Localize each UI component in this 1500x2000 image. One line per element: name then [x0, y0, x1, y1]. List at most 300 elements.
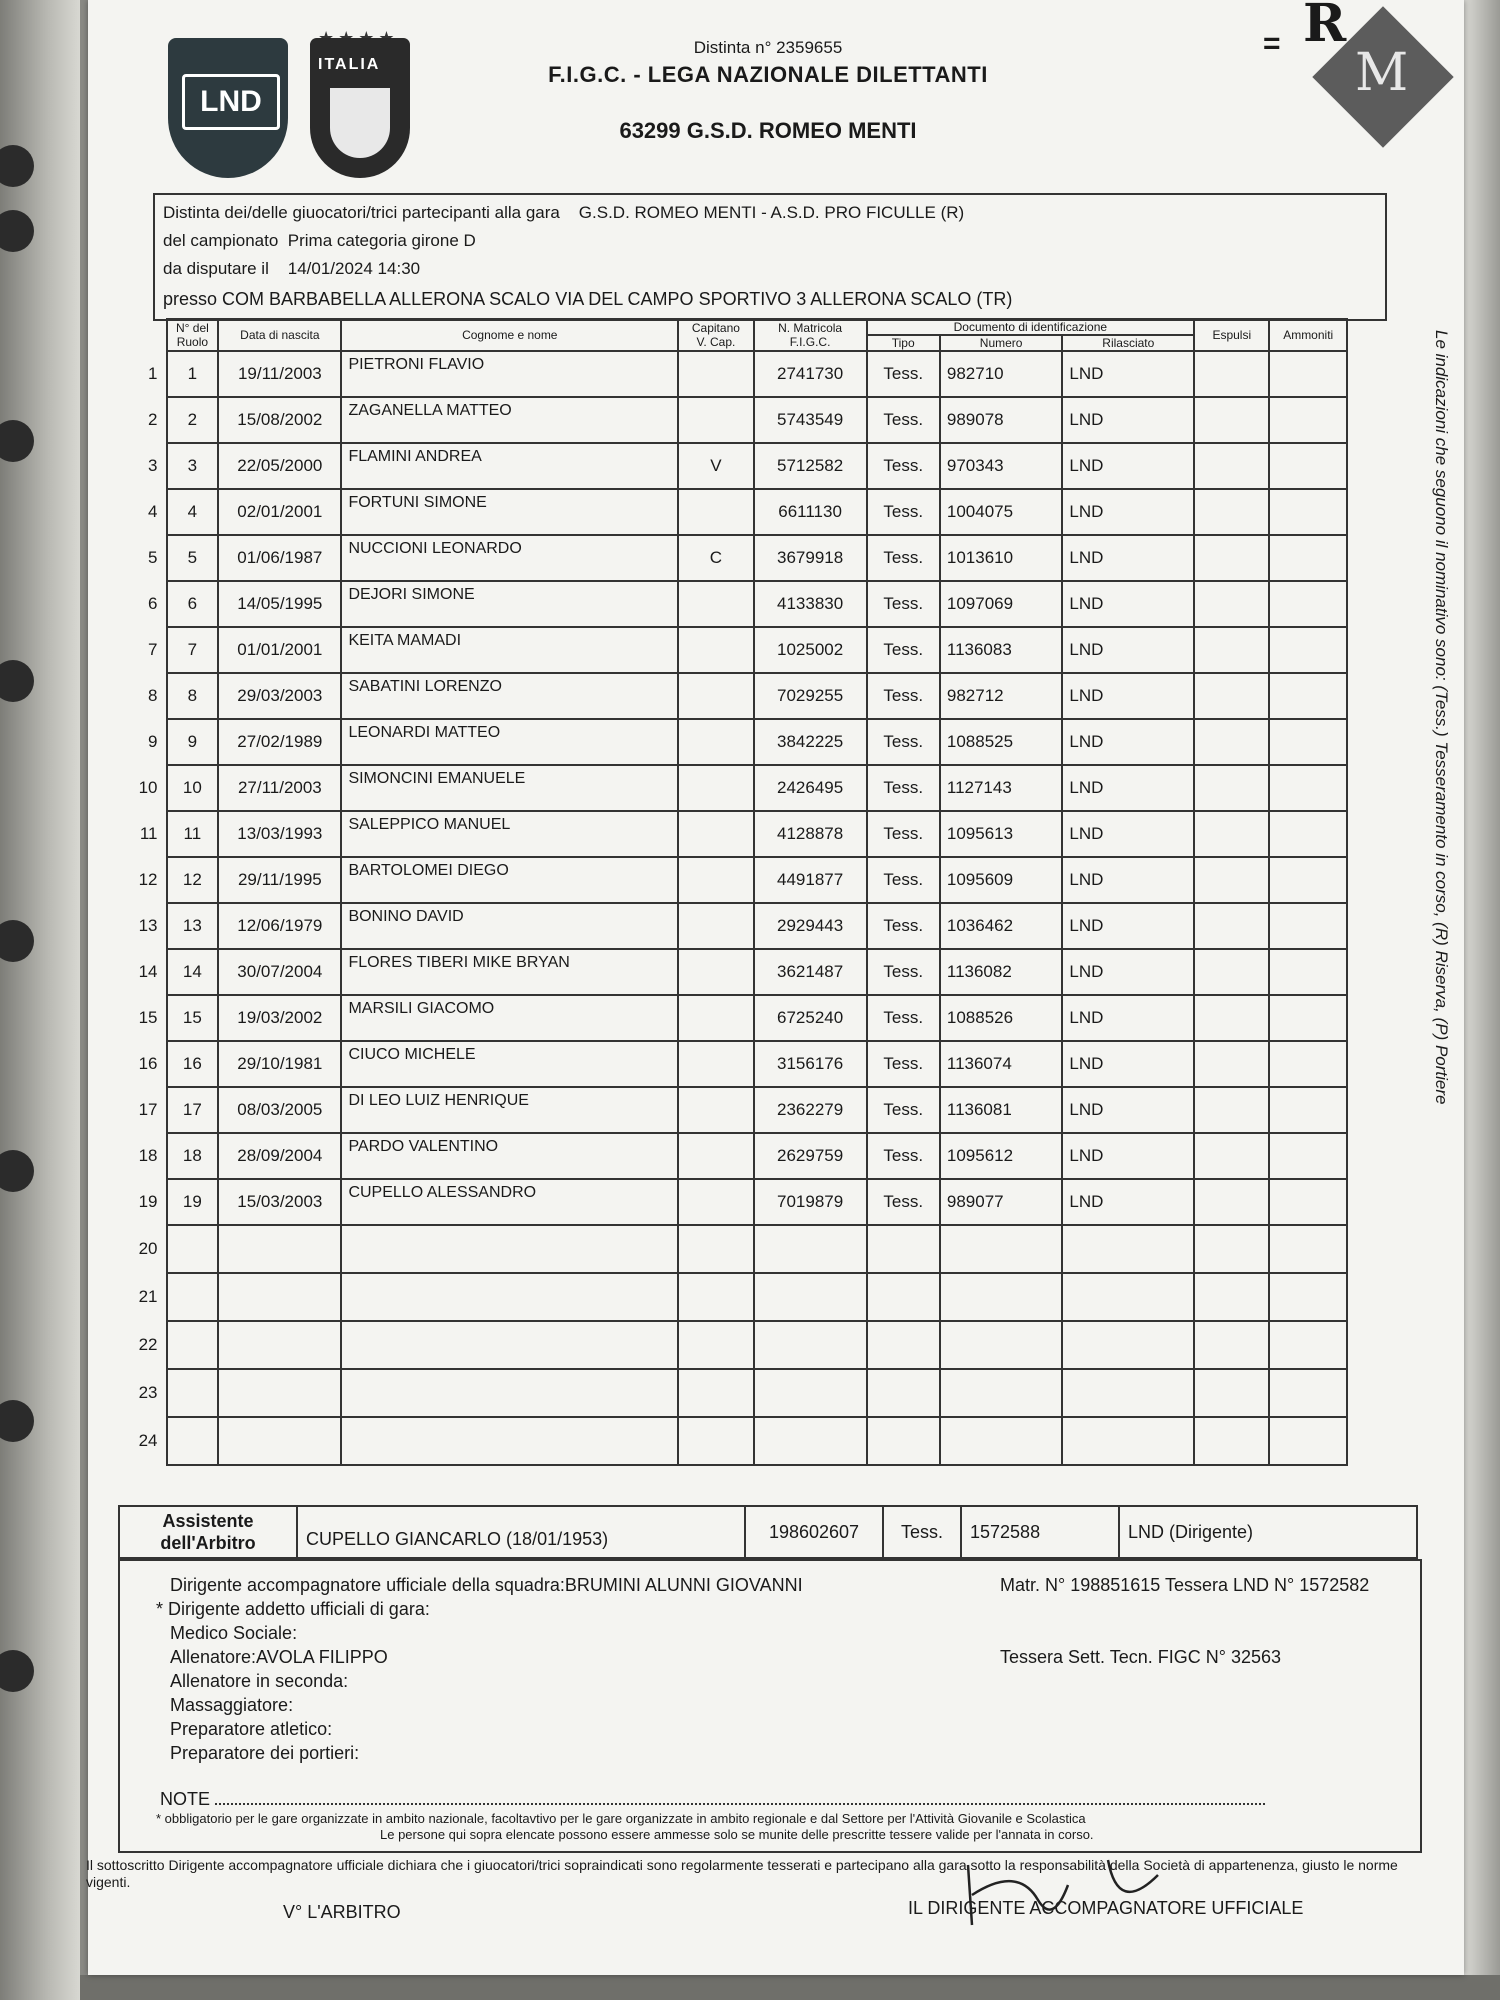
name-cell: FORTUNI SIMONE — [341, 489, 678, 535]
espulsi-cell — [1194, 903, 1269, 949]
empty-cell — [341, 1273, 678, 1321]
empty-cell — [218, 1273, 341, 1321]
table-row — [118, 489, 1347, 535]
captain-cell — [678, 765, 754, 811]
captain-cell — [678, 949, 754, 995]
punch-hole — [0, 920, 34, 962]
numero-cell: 1127143 — [940, 765, 1063, 811]
club-title: 63299 G.S.D. ROMEO MENTI — [619, 118, 917, 143]
row-number: 10 — [138, 778, 158, 797]
row-number: 19 — [138, 1192, 158, 1211]
table-row — [118, 1133, 1347, 1179]
table-row — [118, 1041, 1347, 1087]
ruolo-cell: 12 — [167, 857, 219, 903]
matricola-cell: 3156176 — [754, 1041, 867, 1087]
espulsi-cell — [1194, 1133, 1269, 1179]
matricola-cell: 2629759 — [754, 1133, 867, 1179]
empty-cell — [1194, 1417, 1269, 1465]
captain-cell — [678, 1041, 754, 1087]
matricola-cell: 1025002 — [754, 627, 867, 673]
empty-cell — [1062, 1225, 1194, 1273]
punch-hole — [0, 420, 34, 462]
birthdate-cell: 27/11/2003 — [218, 765, 341, 811]
rilasciato-cell: LND — [1062, 949, 1194, 995]
name-cell: CUPELLO ALESSANDRO — [341, 1179, 678, 1225]
ruolo-cell: 8 — [167, 673, 219, 719]
name-cell: CIUCO MICHELE — [341, 1041, 678, 1087]
empty-cell — [1269, 1273, 1347, 1321]
rilasciato-cell: LND — [1062, 443, 1194, 489]
ammoniti-cell — [1269, 1087, 1347, 1133]
empty-cell — [940, 1225, 1063, 1273]
matricola-cell: 3679918 — [754, 535, 867, 581]
match-info: Distinta dei/delle giuocatori/trici partecipanti alla gara G.S.D. ROMEO MENTI - A.S.D. PRO FICULLE (R) del campionato Prima categoria girone D da disputare il 14/01/2024 14:30 presso COM BARBABELLA ALLERONA SCALO VIA DEL CAMPO SPORTIVO 3 ALLERONA SCALO (TR) — [153, 193, 1387, 321]
tipo-cell: Tess. — [867, 719, 940, 765]
rilasciato-cell: LND — [1062, 489, 1194, 535]
ammoniti-cell — [1269, 949, 1347, 995]
ammoniti-cell — [1269, 719, 1347, 765]
espulsi-cell — [1194, 995, 1269, 1041]
empty-cell — [218, 1417, 341, 1465]
name-cell: BONINO DAVID — [341, 903, 678, 949]
empty-cell — [678, 1369, 754, 1417]
matricola-cell: 4491877 — [754, 857, 867, 903]
name-cell: BARTOLOMEI DIEGO — [341, 857, 678, 903]
captain-cell — [678, 581, 754, 627]
espulsi-cell — [1194, 857, 1269, 903]
numero-cell: 1013610 — [940, 535, 1063, 581]
birthdate-cell: 29/03/2003 — [218, 673, 341, 719]
empty-cell — [940, 1417, 1063, 1465]
name-cell: MARSILI GIACOMO — [341, 995, 678, 1041]
table-row — [118, 765, 1347, 811]
table-row — [118, 949, 1347, 995]
rilasciato-cell: LND — [1062, 351, 1194, 397]
ammoniti-cell — [1269, 397, 1347, 443]
row-number: 5 — [148, 548, 158, 567]
espulsi-cell — [1194, 535, 1269, 581]
side-note: Le indicazioni che seguono il nominativo sono: (Tess.) Tesseramento in corso, (R) Riserva, (P) Portiere — [1432, 330, 1451, 1105]
distinta-number: Distinta n° 2359655 — [693, 38, 843, 57]
numero-cell: 1088526 — [940, 995, 1063, 1041]
birthdate-cell: 29/11/1995 — [218, 857, 341, 903]
table-row — [118, 719, 1347, 765]
table-row — [118, 1321, 1347, 1369]
empty-cell — [867, 1321, 940, 1369]
table-row — [118, 1179, 1347, 1225]
empty-cell — [940, 1321, 1063, 1369]
officials-section: Dirigente accompagnatore ufficiale della squadra:BRUMINI ALUNNI GIOVANNI Matr. N° 198851615 Tessera LND N° 1572582 * Dirigente addetto ufficiali di gara: Medico Sociale: Allenatore:AVOLA FILIPPO Tessera Sett. Tecn. FIGC N° 32563 Allenatore in seconda: Massaggiatore: Preparatore atletico: Preparatore dei portieri: NOTE * obbligatorio per le gare organizzate in ambito nazionale, facoltavtivo per le gare organizzate in ambito regionale e dal Settore per l'Attività Giovanile e Scolastica Le persone qui sopra elencate possono essere ammesse solo se munite delle prescritte tessere valide per l'annata in corso. — [118, 1559, 1422, 1853]
name-cell: LEONARDI MATTEO — [341, 719, 678, 765]
ruolo-cell: 6 — [167, 581, 219, 627]
row-number: 12 — [138, 870, 158, 889]
ammoniti-cell — [1269, 1133, 1347, 1179]
tipo-cell: Tess. — [867, 1087, 940, 1133]
birthdate-cell: 14/05/1995 — [218, 581, 341, 627]
ammoniti-cell — [1269, 535, 1347, 581]
ammoniti-cell — [1269, 351, 1347, 397]
row-number: 4 — [148, 502, 158, 521]
empty-cell — [1269, 1369, 1347, 1417]
captain-cell: C — [678, 535, 754, 581]
table-row — [118, 1087, 1347, 1133]
name-cell: FLAMINI ANDREA — [341, 443, 678, 489]
empty-cell — [341, 1321, 678, 1369]
player-rows — [118, 351, 1347, 1465]
matricola-cell: 6725240 — [754, 995, 867, 1041]
espulsi-cell — [1194, 1087, 1269, 1133]
ruolo-cell: 10 — [167, 765, 219, 811]
numero-cell: 1004075 — [940, 489, 1063, 535]
captain-cell — [678, 673, 754, 719]
numero-cell: 1136082 — [940, 949, 1063, 995]
ammoniti-cell — [1269, 995, 1347, 1041]
empty-cell — [1194, 1369, 1269, 1417]
empty-cell — [867, 1273, 940, 1321]
tipo-cell: Tess. — [867, 995, 940, 1041]
tipo-cell: Tess. — [867, 489, 940, 535]
tipo-cell: Tess. — [867, 765, 940, 811]
empty-cell — [754, 1273, 867, 1321]
assistant-row: Assistente dell'Arbitro CUPELLO GIANCARLO (18/01/1953) 198602607 Tess. 1572588 LND (Dirigente) — [118, 1505, 1418, 1559]
document-header — [88, 0, 1464, 190]
matricola-cell: 3842225 — [754, 719, 867, 765]
rilasciato-cell: LND — [1062, 1179, 1194, 1225]
row-number: 8 — [148, 686, 158, 705]
birthdate-cell: 29/10/1981 — [218, 1041, 341, 1087]
empty-cell — [1194, 1225, 1269, 1273]
empty-cell — [1269, 1321, 1347, 1369]
empty-cell — [1194, 1273, 1269, 1321]
rilasciato-cell: LND — [1062, 765, 1194, 811]
rilasciato-cell: LND — [1062, 857, 1194, 903]
ruolo-cell: 1 — [167, 351, 219, 397]
name-cell: SALEPPICO MANUEL — [341, 811, 678, 857]
rilasciato-cell: LND — [1062, 811, 1194, 857]
espulsi-cell — [1194, 811, 1269, 857]
rilasciato-cell: LND — [1062, 995, 1194, 1041]
table-header-row: N° del Ruolo Data di nascita Cognome e nome Capitano V. Cap. N. Matricola F.I.G.C. Documento di identificazione Espulsi Ammoniti — [118, 319, 1347, 335]
numero-cell: 970343 — [940, 443, 1063, 489]
rilasciato-cell: LND — [1062, 673, 1194, 719]
row-number: 9 — [148, 732, 158, 751]
espulsi-cell — [1194, 765, 1269, 811]
romeo-menti-logo: = R M — [1263, 5, 1453, 150]
matricola-cell: 3621487 — [754, 949, 867, 995]
empty-cell — [1269, 1417, 1347, 1465]
empty-cell — [341, 1369, 678, 1417]
handwritten-signature — [958, 1855, 1188, 1935]
assistant-label: Assistente dell'Arbitro — [119, 1506, 297, 1558]
players-table: N° del Ruolo Data di nascita Cognome e nome Capitano V. Cap. N. Matricola F.I.G.C. Documento di identificazione Espulsi Ammoniti Tipo Numero Rilasciato 1 1 19/11/2003 PIETRONI FLAVIO 2741730 Tess. 982710 LND 2 2 15/08/2002 ZAGANELLA MATTEO 5743549 Tess. 989078 LND 3 3 22/05/2000 FLAMINI ANDREA V 5712582 Tess. 970343 LND 4 4 02/01/2001 FORTUNI SIMONE 6611130 Tess. 1004075 LND 5 5 01/06/1987 NUCCIONI LEONARDO C 3679918 Tess. 1013610 LND 6 6 14/05/1995 DEJORI SIMONE 4133830 Tess. 1097069 LND 7 7 01/01/2001 KEITA MAMADI 1025002 Tess. 1136083 LND 8 8 29/03/2003 SABATINI LORENZO 7029255 Tess. 982712 LND 9 9 27/02/1989 LEONARDI MATTEO 3842225 Tess. 1088525 LND 10 10 27/11/2003 SIMONCINI EMANUELE 2426495 Tess. 1127143 LND 11 11 13/03/1993 SALEPPICO MANUEL 4128878 Tess. 1095613 LND 12 12 29/11/1995 BARTOLOMEI DIEGO 4491877 Tess. 1095609 LND 13 13 12/06/1979 BONINO DAVID 2929443 Tess. 1036462 LND 14 14 30/07/2004 FLORES TIBERI MIKE BRYAN 3621487 Tess. 1136082 LND 15 15 19/03/2002 MARSILI GIACOMO 6725240 Tess. 1088526 LND 16 16 29/10/1981 CIUCO MICHELE 3156176 Tess. 1136074 LND 17 17 08/03/2005 DI LEO LUIZ HENRIQUE 2362279 Tess. 1136081 LND 18 18 28/09/2004 PARDO VALENTINO 2629759 Tess. 1095612 LND 19 19 15/03/2003 CUPELLO ALESSANDRO 7019879 Tess. 989077 LND 20 21 22 23 24 — [118, 318, 1348, 1466]
birthdate-cell: 28/09/2004 — [218, 1133, 341, 1179]
tipo-cell: Tess. — [867, 535, 940, 581]
birthdate-cell: 12/06/1979 — [218, 903, 341, 949]
espulsi-cell — [1194, 1041, 1269, 1087]
matricola-cell: 6611130 — [754, 489, 867, 535]
numero-cell: 1095612 — [940, 1133, 1063, 1179]
numero-cell: 982710 — [940, 351, 1063, 397]
numero-cell: 1136074 — [940, 1041, 1063, 1087]
birthdate-cell: 22/05/2000 — [218, 443, 341, 489]
matricola-cell: 4128878 — [754, 811, 867, 857]
empty-cell — [167, 1369, 219, 1417]
background-edge — [80, 1975, 1500, 2000]
name-cell: NUCCIONI LEONARDO — [341, 535, 678, 581]
row-number: 22 — [138, 1335, 158, 1354]
empty-cell — [341, 1225, 678, 1273]
row-number: 2 — [148, 410, 158, 429]
rilasciato-cell: LND — [1062, 1041, 1194, 1087]
name-cell: SIMONCINI EMANUELE — [341, 765, 678, 811]
empty-cell — [678, 1321, 754, 1369]
empty-cell — [1062, 1369, 1194, 1417]
row-number: 24 — [138, 1431, 158, 1450]
rilasciato-cell: LND — [1062, 397, 1194, 443]
ammoniti-cell — [1269, 673, 1347, 719]
tipo-cell: Tess. — [867, 1179, 940, 1225]
empty-cell — [678, 1225, 754, 1273]
name-cell: DI LEO LUIZ HENRIQUE — [341, 1087, 678, 1133]
background-edge — [1464, 0, 1500, 2000]
numero-cell: 989077 — [940, 1179, 1063, 1225]
binder-edge — [0, 0, 80, 2000]
espulsi-cell — [1194, 581, 1269, 627]
numero-cell: 1088525 — [940, 719, 1063, 765]
empty-cell — [167, 1273, 219, 1321]
punch-hole — [0, 660, 34, 702]
rilasciato-cell: LND — [1062, 1133, 1194, 1179]
matricola-cell: 5712582 — [754, 443, 867, 489]
empty-cell — [754, 1225, 867, 1273]
tipo-cell: Tess. — [867, 949, 940, 995]
ruolo-cell: 4 — [167, 489, 219, 535]
empty-cell — [1269, 1225, 1347, 1273]
empty-cell — [1062, 1417, 1194, 1465]
table-row — [118, 903, 1347, 949]
name-cell: PIETRONI FLAVIO — [341, 351, 678, 397]
empty-cell — [940, 1369, 1063, 1417]
tipo-cell: Tess. — [867, 1133, 940, 1179]
empty-cell — [167, 1321, 219, 1369]
empty-cell — [167, 1225, 219, 1273]
row-number: 17 — [138, 1100, 158, 1119]
manager-signature-label: IL DIRIGENTE ACCOMPAGNATORE UFFICIALE — [908, 1898, 1304, 1918]
empty-cell — [678, 1417, 754, 1465]
matricola-cell: 2741730 — [754, 351, 867, 397]
row-number: 1 — [148, 364, 158, 383]
captain-cell — [678, 1087, 754, 1133]
ruolo-cell: 11 — [167, 811, 219, 857]
ammoniti-cell — [1269, 627, 1347, 673]
empty-cell — [867, 1369, 940, 1417]
tipo-cell: Tess. — [867, 351, 940, 397]
italia-logo: ITALIA — [310, 38, 410, 178]
rilasciato-cell: LND — [1062, 1087, 1194, 1133]
birthdate-cell: 02/01/2001 — [218, 489, 341, 535]
empty-cell — [754, 1369, 867, 1417]
empty-cell — [940, 1273, 1063, 1321]
birthdate-cell: 13/03/1993 — [218, 811, 341, 857]
numero-cell: 989078 — [940, 397, 1063, 443]
row-number: 7 — [148, 640, 158, 659]
empty-cell — [341, 1417, 678, 1465]
row-number: 3 — [148, 456, 158, 475]
name-cell: SABATINI LORENZO — [341, 673, 678, 719]
row-number: 20 — [138, 1239, 158, 1258]
empty-cell — [678, 1273, 754, 1321]
row-number: 21 — [138, 1287, 158, 1306]
espulsi-cell — [1194, 949, 1269, 995]
row-number: 23 — [138, 1383, 158, 1402]
rilasciato-cell: LND — [1062, 627, 1194, 673]
row-number: 16 — [138, 1054, 158, 1073]
matricola-cell: 5743549 — [754, 397, 867, 443]
birthdate-cell: 27/02/1989 — [218, 719, 341, 765]
table-row — [118, 1417, 1347, 1465]
birthdate-cell: 30/07/2004 — [218, 949, 341, 995]
tipo-cell: Tess. — [867, 1041, 940, 1087]
ammoniti-cell — [1269, 489, 1347, 535]
ruolo-cell: 15 — [167, 995, 219, 1041]
row-number: 15 — [138, 1008, 158, 1027]
birthdate-cell: 08/03/2005 — [218, 1087, 341, 1133]
table-row — [118, 581, 1347, 627]
ruolo-cell: 19 — [167, 1179, 219, 1225]
numero-cell: 1036462 — [940, 903, 1063, 949]
birthdate-cell: 01/06/1987 — [218, 535, 341, 581]
empty-cell — [754, 1321, 867, 1369]
ammoniti-cell — [1269, 857, 1347, 903]
punch-hole — [0, 145, 34, 187]
birthdate-cell: 19/03/2002 — [218, 995, 341, 1041]
tipo-cell: Tess. — [867, 397, 940, 443]
tipo-cell: Tess. — [867, 627, 940, 673]
empty-cell — [1062, 1273, 1194, 1321]
matricola-cell: 2362279 — [754, 1087, 867, 1133]
ruolo-cell: 2 — [167, 397, 219, 443]
birthdate-cell: 01/01/2001 — [218, 627, 341, 673]
espulsi-cell — [1194, 489, 1269, 535]
birthdate-cell: 15/08/2002 — [218, 397, 341, 443]
empty-cell — [218, 1369, 341, 1417]
table-row — [118, 995, 1347, 1041]
ammoniti-cell — [1269, 581, 1347, 627]
table-row — [118, 351, 1347, 397]
ammoniti-cell — [1269, 811, 1347, 857]
ruolo-cell: 9 — [167, 719, 219, 765]
numero-cell: 1095609 — [940, 857, 1063, 903]
empty-cell — [867, 1225, 940, 1273]
ammoniti-cell — [1269, 903, 1347, 949]
ammoniti-cell — [1269, 1041, 1347, 1087]
espulsi-cell — [1194, 627, 1269, 673]
numero-cell: 1097069 — [940, 581, 1063, 627]
espulsi-cell — [1194, 673, 1269, 719]
captain-cell: V — [678, 443, 754, 489]
rilasciato-cell: LND — [1062, 535, 1194, 581]
row-number: 11 — [139, 824, 158, 843]
federation-title: F.I.G.C. - LEGA NAZIONALE DILETTANTI — [548, 62, 988, 87]
captain-cell — [678, 1133, 754, 1179]
tipo-cell: Tess. — [867, 581, 940, 627]
row-number: 14 — [138, 962, 158, 981]
name-cell: KEITA MAMADI — [341, 627, 678, 673]
name-cell: PARDO VALENTINO — [341, 1133, 678, 1179]
empty-cell — [1062, 1321, 1194, 1369]
rilasciato-cell: LND — [1062, 719, 1194, 765]
empty-cell — [754, 1417, 867, 1465]
captain-cell — [678, 857, 754, 903]
captain-cell — [678, 1179, 754, 1225]
matricola-cell: 7029255 — [754, 673, 867, 719]
matricola-cell: 2426495 — [754, 765, 867, 811]
espulsi-cell — [1194, 1179, 1269, 1225]
table-row — [118, 1225, 1347, 1273]
ammoniti-cell — [1269, 765, 1347, 811]
ruolo-cell: 16 — [167, 1041, 219, 1087]
table-row — [118, 1273, 1347, 1321]
captain-cell — [678, 903, 754, 949]
empty-cell — [867, 1417, 940, 1465]
row-number: 18 — [138, 1146, 158, 1165]
matricola-cell: 4133830 — [754, 581, 867, 627]
table-row — [118, 443, 1347, 489]
birthdate-cell: 19/11/2003 — [218, 351, 341, 397]
rilasciato-cell: LND — [1062, 903, 1194, 949]
tipo-cell: Tess. — [867, 443, 940, 489]
lnd-logo: LND — [168, 38, 288, 178]
tipo-cell: Tess. — [867, 857, 940, 903]
name-cell: ZAGANELLA MATTEO — [341, 397, 678, 443]
punch-hole — [0, 1150, 34, 1192]
captain-cell — [678, 995, 754, 1041]
table-row — [118, 811, 1347, 857]
matricola-cell: 7019879 — [754, 1179, 867, 1225]
name-cell: FLORES TIBERI MIKE BRYAN — [341, 949, 678, 995]
birthdate-cell: 15/03/2003 — [218, 1179, 341, 1225]
captain-cell — [678, 351, 754, 397]
punch-hole — [0, 210, 34, 252]
name-cell: DEJORI SIMONE — [341, 581, 678, 627]
espulsi-cell — [1194, 351, 1269, 397]
numero-cell: 1136083 — [940, 627, 1063, 673]
captain-cell — [678, 811, 754, 857]
punch-hole — [0, 1650, 34, 1692]
referee-signature-label: V° L'ARBITRO — [283, 1902, 401, 1922]
ruolo-cell: 3 — [167, 443, 219, 489]
espulsi-cell — [1194, 443, 1269, 489]
ruolo-cell: 14 — [167, 949, 219, 995]
ruolo-cell: 7 — [167, 627, 219, 673]
declaration: Il sottoscritto Dirigente accompagnatore ufficiale dichiara che i giuocatori/trici sopraindicati sono regolarmente tesserati e partecipano alla gara sotto la responsabilità della Società di appartenenza, giusto le norme vigenti. — [86, 1857, 1398, 1890]
tipo-cell: Tess. — [867, 811, 940, 857]
ammoniti-cell — [1269, 1179, 1347, 1225]
ruolo-cell: 18 — [167, 1133, 219, 1179]
empty-cell — [218, 1225, 341, 1273]
captain-cell — [678, 627, 754, 673]
table-row — [118, 857, 1347, 903]
tipo-cell: Tess. — [867, 673, 940, 719]
captain-cell — [678, 397, 754, 443]
ammoniti-cell — [1269, 443, 1347, 489]
empty-cell — [167, 1417, 219, 1465]
row-number: 6 — [148, 594, 158, 613]
document-page — [88, 0, 1464, 1975]
captain-cell — [678, 489, 754, 535]
ruolo-cell: 5 — [167, 535, 219, 581]
empty-cell — [218, 1321, 341, 1369]
